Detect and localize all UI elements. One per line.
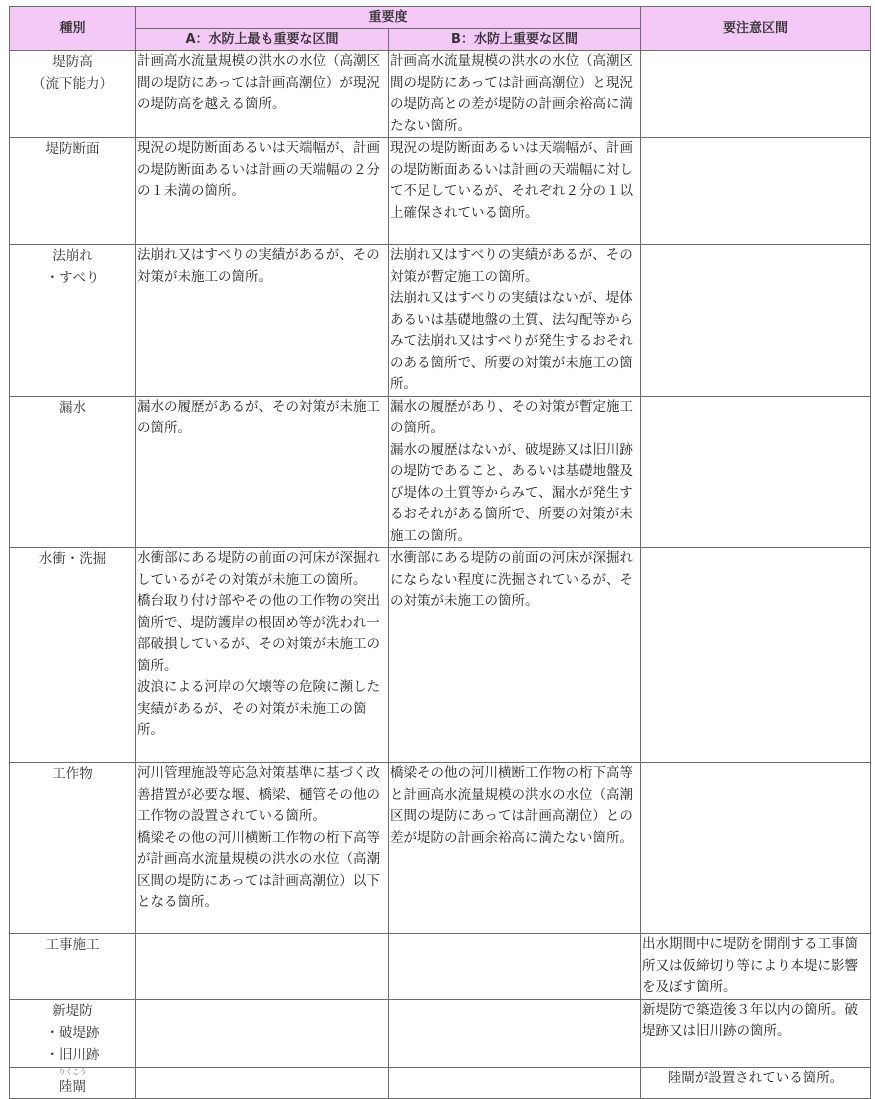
table-row: [10, 999, 871, 1067]
cell-text: 現況の堤防断面あるいは天端幅が、計画の堤防断面あるいは計画の天端幅の２分の１未満の箇所。: [137, 140, 380, 199]
cell-text: 橋梁その他の河川横断工作物の桁下高等が計画高水流量規模の洪水の水位（高潮区間の堤防にあっては計画高潮位）以下となる箇所。: [137, 829, 380, 910]
col-a-cell: [136, 934, 389, 1000]
cell-text: 法崩れ又はすべりの実績があるが、その対策が未施工の箇所。: [137, 247, 380, 285]
kind-label: 工事施工: [45, 937, 100, 953]
col-b-cell: [389, 548, 641, 763]
table-row: [10, 763, 871, 934]
cell-text: 陸閘が設置されている箇所。: [667, 1069, 844, 1086]
cell-text: 漏水の履歴はないが、破堤跡又は旧川跡の堤防であること、あるいは基礎地盤及び堤体の土質等からみて、漏水が発生するおそれがある箇所で、所要の対策が未施工の箇所。: [390, 441, 633, 544]
kind-label: （流下能力）: [32, 76, 113, 92]
importance-table: [9, 6, 871, 1099]
col-b-cell: [389, 999, 641, 1067]
kind-cell: [10, 1067, 136, 1098]
cell-text: 水衝部にある堤防の前面の河床が深掘れにならない程度に洗掘されているが、その対策が未施工の箇所。: [390, 550, 633, 609]
kind-label: 工作物: [52, 766, 93, 782]
cell-text: 漏水の履歴があるが、その対策が未施工の箇所。: [137, 398, 380, 436]
table-row: [10, 548, 871, 763]
cell-text: 現況の堤防断面あるいは天端幅が、計画の堤防断面あるいは計画の天端幅に対して不足しているが、それぞれ２分の１以上確保されている箇所。: [390, 140, 633, 221]
col-a-cell: [136, 999, 389, 1067]
table-row: [10, 1067, 871, 1098]
caution-cell: [641, 245, 871, 397]
header-importance: 重要度: [136, 7, 641, 29]
cell-text: 法崩れ又はすべりの実績があるが、その対策が暫定施工の箇所。: [390, 247, 633, 285]
kind-label: 漏水: [59, 399, 86, 416]
col-a-cell: [136, 548, 389, 763]
header-col-a: A：水防上最も重要な区間: [136, 29, 389, 51]
table-row: [10, 245, 871, 397]
table-row: [10, 396, 871, 548]
cell-text: 橋梁その他の河川横断工作物の桁下高等と計画高水流量規模の洪水の水位（高潮区間の堤防にあっては計画高潮位）との差が堤防の計画余裕高に満たない箇所。: [390, 765, 633, 846]
table-body: [10, 51, 871, 1099]
caution-cell: [641, 51, 871, 138]
col-a-cell: [136, 245, 389, 397]
col-a-cell: [136, 1067, 389, 1098]
table-row: [10, 138, 871, 245]
caution-cell: [641, 763, 871, 934]
caution-cell: [641, 396, 871, 548]
table-row: [10, 51, 871, 138]
col-b-cell: [389, 934, 641, 1000]
kind-label: ・破堤跡: [45, 1024, 100, 1041]
col-a-cell: [136, 396, 389, 548]
cell-text: 出水期間中に堤防を開削する工事箇所又は仮締切り等により本堤に影響を及ぼす箇所。: [642, 936, 859, 995]
caution-cell: [641, 138, 871, 245]
kind-label: 新堤防: [52, 1002, 93, 1019]
col-a-cell: [136, 138, 389, 245]
col-b-cell: [389, 1067, 641, 1098]
col-b-cell: [389, 138, 641, 245]
col-a-cell: [136, 51, 389, 138]
cell-text: 水衝部にある堤防の前面の河床が深掘れしているがその対策が未施工の箇所。: [137, 550, 380, 588]
kind-label: 堤防断面: [45, 141, 100, 157]
caution-cell: [641, 934, 871, 1000]
cell-text: 法崩れ又はすべりの実績はないが、堤体あるいは基礎地盤の土質、法勾配等からみて法崩れ又はすべりが発生するおそれのある箇所で、所要の対策が未施工の箇所。: [390, 290, 633, 392]
kind-cell: [10, 245, 136, 397]
kind-label: ・すべり: [45, 270, 100, 286]
cell-text: 新堤防で築造後３年以内の箇所。破堤跡又は旧川跡の箇所。: [642, 1001, 859, 1039]
cell-text: 橋台取り付け部やその他の工作物の突出箇所で、堤防護岸の根固め等が洗われ一部破損しているが、その対策が未施工の箇所。: [137, 593, 380, 674]
kind-ruby: りくこう: [58, 1067, 87, 1076]
col-b-cell: [389, 396, 641, 548]
kind-cell: [10, 138, 136, 245]
header-kind: 種別: [10, 7, 136, 51]
col-a-cell: [136, 763, 389, 934]
kind-cell: [10, 999, 136, 1067]
cell-text: 波浪による河岸の欠壊等の危険に瀕した実績があるが、その対策が未施工の箇所。: [137, 679, 380, 738]
kind-label: 堤防高: [52, 54, 93, 70]
header-col-b: B：水防上重要な区間: [389, 29, 641, 51]
kind-cell: [10, 763, 136, 934]
kind-cell: [10, 396, 136, 548]
kind-cell: [10, 51, 136, 138]
kind-cell: [10, 934, 136, 1000]
cell-text: 計画高水流量規模の洪水の水位（高潮区間の堤防にあっては計画高潮位）と現況の堤防高との差が堤防の計画余裕高に満たない箇所。: [390, 53, 633, 134]
cell-text: 計画高水流量規模の洪水の水位（高潮区間の堤防にあっては計画高潮位）が現況の堤防高を越える箇所。: [137, 53, 380, 112]
col-b-cell: [389, 763, 641, 934]
table-row: [10, 934, 871, 1000]
caution-cell: [641, 548, 871, 763]
kind-label: 陸閘: [59, 1078, 86, 1095]
kind-label: 水衝・洗掘: [38, 551, 107, 567]
caution-cell: [641, 999, 871, 1067]
kind-label: ・旧川跡: [45, 1046, 100, 1063]
kind-cell: [10, 548, 136, 763]
header-caution: 要注意区間: [641, 7, 871, 51]
col-b-cell: [389, 245, 641, 397]
cell-text: 河川管理施設等応急対策基準に基づく改善措置が必要な堰、橋梁、樋管その他の工作物の設置されている箇所。: [137, 765, 380, 824]
col-b-cell: [389, 51, 641, 138]
kind-label: 法崩れ: [52, 248, 93, 264]
caution-cell: [641, 1067, 871, 1098]
cell-text: 漏水の履歴があり、その対策が暫定施工の箇所。: [390, 398, 633, 436]
